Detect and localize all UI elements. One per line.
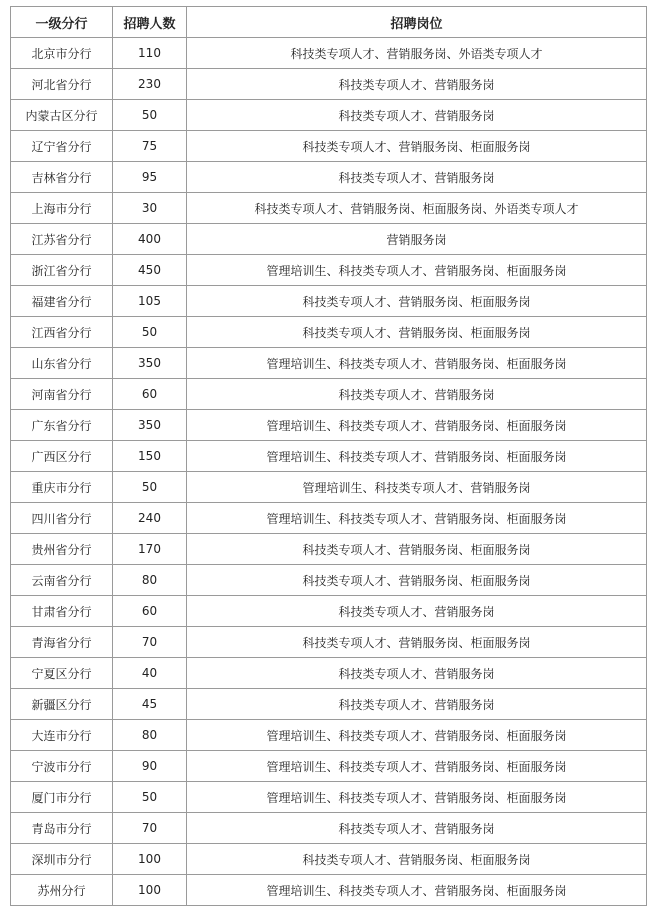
headcount-cell: 45 — [113, 689, 187, 720]
branch-cell: 吉林省分行 — [11, 162, 113, 193]
positions-cell: 管理培训生、科技类专项人才、营销服务岗、柜面服务岗 — [187, 348, 647, 379]
branch-cell: 江西省分行 — [11, 317, 113, 348]
branch-cell: 厦门市分行 — [11, 782, 113, 813]
positions-cell: 管理培训生、科技类专项人才、营销服务岗、柜面服务岗 — [187, 782, 647, 813]
header-positions: 招聘岗位 — [187, 7, 647, 38]
branch-cell: 河北省分行 — [11, 69, 113, 100]
branch-cell: 江苏省分行 — [11, 224, 113, 255]
header-branch: 一级分行 — [11, 7, 113, 38]
table-row — [11, 472, 647, 503]
headcount-cell: 100 — [113, 875, 187, 906]
positions-cell: 科技类专项人才、营销服务岗、外语类专项人才 — [187, 38, 647, 69]
branch-cell: 四川省分行 — [11, 503, 113, 534]
headcount-cell: 100 — [113, 844, 187, 875]
branch-cell: 贵州省分行 — [11, 534, 113, 565]
branch-cell: 河南省分行 — [11, 379, 113, 410]
table-row — [11, 410, 647, 441]
headcount-cell: 110 — [113, 38, 187, 69]
headcount-cell: 80 — [113, 565, 187, 596]
branch-cell: 宁夏区分行 — [11, 658, 113, 689]
table-row — [11, 193, 647, 224]
positions-cell: 管理培训生、科技类专项人才、营销服务岗、柜面服务岗 — [187, 720, 647, 751]
table-row — [11, 131, 647, 162]
branch-cell: 上海市分行 — [11, 193, 113, 224]
branch-cell: 广西区分行 — [11, 441, 113, 472]
headcount-cell: 150 — [113, 441, 187, 472]
table-header-row — [11, 7, 647, 38]
headcount-cell: 60 — [113, 596, 187, 627]
header-headcount: 招聘人数 — [113, 7, 187, 38]
positions-cell: 管理培训生、科技类专项人才、营销服务岗、柜面服务岗 — [187, 410, 647, 441]
branch-cell: 大连市分行 — [11, 720, 113, 751]
table-row — [11, 348, 647, 379]
branch-cell: 甘肃省分行 — [11, 596, 113, 627]
table-row — [11, 379, 647, 410]
branch-cell: 云南省分行 — [11, 565, 113, 596]
headcount-cell: 75 — [113, 131, 187, 162]
headcount-cell: 400 — [113, 224, 187, 255]
table-row — [11, 100, 647, 131]
table-row — [11, 534, 647, 565]
headcount-cell: 70 — [113, 627, 187, 658]
headcount-cell: 50 — [113, 100, 187, 131]
table-row — [11, 751, 647, 782]
table-row — [11, 720, 647, 751]
positions-cell: 科技类专项人才、营销服务岗 — [187, 689, 647, 720]
branch-cell: 广东省分行 — [11, 410, 113, 441]
table-row — [11, 69, 647, 100]
headcount-cell: 50 — [113, 472, 187, 503]
table-row — [11, 255, 647, 286]
positions-cell: 科技类专项人才、营销服务岗 — [187, 813, 647, 844]
positions-cell: 管理培训生、科技类专项人才、营销服务岗、柜面服务岗 — [187, 751, 647, 782]
positions-cell: 科技类专项人才、营销服务岗、柜面服务岗 — [187, 565, 647, 596]
table-row — [11, 875, 647, 906]
branch-cell: 深圳市分行 — [11, 844, 113, 875]
branch-cell: 宁波市分行 — [11, 751, 113, 782]
headcount-cell: 80 — [113, 720, 187, 751]
positions-cell: 管理培训生、科技类专项人才、营销服务岗、柜面服务岗 — [187, 875, 647, 906]
branch-cell: 青岛市分行 — [11, 813, 113, 844]
table-row — [11, 813, 647, 844]
headcount-cell: 50 — [113, 782, 187, 813]
table-row — [11, 503, 647, 534]
headcount-cell: 50 — [113, 317, 187, 348]
positions-cell: 管理培训生、科技类专项人才、营销服务岗、柜面服务岗 — [187, 503, 647, 534]
positions-cell: 科技类专项人才、营销服务岗、柜面服务岗 — [187, 286, 647, 317]
positions-cell: 科技类专项人才、营销服务岗、柜面服务岗 — [187, 534, 647, 565]
headcount-cell: 450 — [113, 255, 187, 286]
headcount-cell: 105 — [113, 286, 187, 317]
branch-cell: 内蒙古区分行 — [11, 100, 113, 131]
positions-cell: 科技类专项人才、营销服务岗 — [187, 596, 647, 627]
positions-cell: 管理培训生、科技类专项人才、营销服务岗 — [187, 472, 647, 503]
table-row — [11, 565, 647, 596]
table-row — [11, 162, 647, 193]
positions-cell: 科技类专项人才、营销服务岗、柜面服务岗 — [187, 627, 647, 658]
headcount-cell: 350 — [113, 348, 187, 379]
positions-cell: 科技类专项人才、营销服务岗、柜面服务岗 — [187, 844, 647, 875]
positions-cell: 科技类专项人才、营销服务岗 — [187, 162, 647, 193]
positions-cell: 管理培训生、科技类专项人才、营销服务岗、柜面服务岗 — [187, 441, 647, 472]
positions-cell: 管理培训生、科技类专项人才、营销服务岗、柜面服务岗 — [187, 255, 647, 286]
table-row — [11, 658, 647, 689]
table-row — [11, 596, 647, 627]
positions-cell: 营销服务岗 — [187, 224, 647, 255]
branch-cell: 辽宁省分行 — [11, 131, 113, 162]
branch-cell: 青海省分行 — [11, 627, 113, 658]
branch-cell: 苏州分行 — [11, 875, 113, 906]
positions-cell: 科技类专项人才、营销服务岗 — [187, 69, 647, 100]
positions-cell: 科技类专项人才、营销服务岗、柜面服务岗、外语类专项人才 — [187, 193, 647, 224]
table-row — [11, 224, 647, 255]
headcount-cell: 95 — [113, 162, 187, 193]
branch-cell: 重庆市分行 — [11, 472, 113, 503]
positions-cell: 科技类专项人才、营销服务岗 — [187, 658, 647, 689]
table-row — [11, 441, 647, 472]
headcount-cell: 240 — [113, 503, 187, 534]
branch-cell: 浙江省分行 — [11, 255, 113, 286]
positions-cell: 科技类专项人才、营销服务岗 — [187, 379, 647, 410]
table-row — [11, 844, 647, 875]
headcount-cell: 90 — [113, 751, 187, 782]
table-row — [11, 38, 647, 69]
recruitment-table — [10, 6, 647, 906]
headcount-cell: 170 — [113, 534, 187, 565]
table-row — [11, 286, 647, 317]
table-row — [11, 317, 647, 348]
headcount-cell: 30 — [113, 193, 187, 224]
headcount-cell: 350 — [113, 410, 187, 441]
branch-cell: 福建省分行 — [11, 286, 113, 317]
positions-cell: 科技类专项人才、营销服务岗、柜面服务岗 — [187, 317, 647, 348]
table-row — [11, 689, 647, 720]
table-row — [11, 782, 647, 813]
branch-cell: 北京市分行 — [11, 38, 113, 69]
table-row — [11, 627, 647, 658]
headcount-cell: 70 — [113, 813, 187, 844]
branch-cell: 山东省分行 — [11, 348, 113, 379]
headcount-cell: 230 — [113, 69, 187, 100]
branch-cell: 新疆区分行 — [11, 689, 113, 720]
headcount-cell: 60 — [113, 379, 187, 410]
headcount-cell: 40 — [113, 658, 187, 689]
positions-cell: 科技类专项人才、营销服务岗、柜面服务岗 — [187, 131, 647, 162]
table-body — [11, 38, 647, 906]
positions-cell: 科技类专项人才、营销服务岗 — [187, 100, 647, 131]
